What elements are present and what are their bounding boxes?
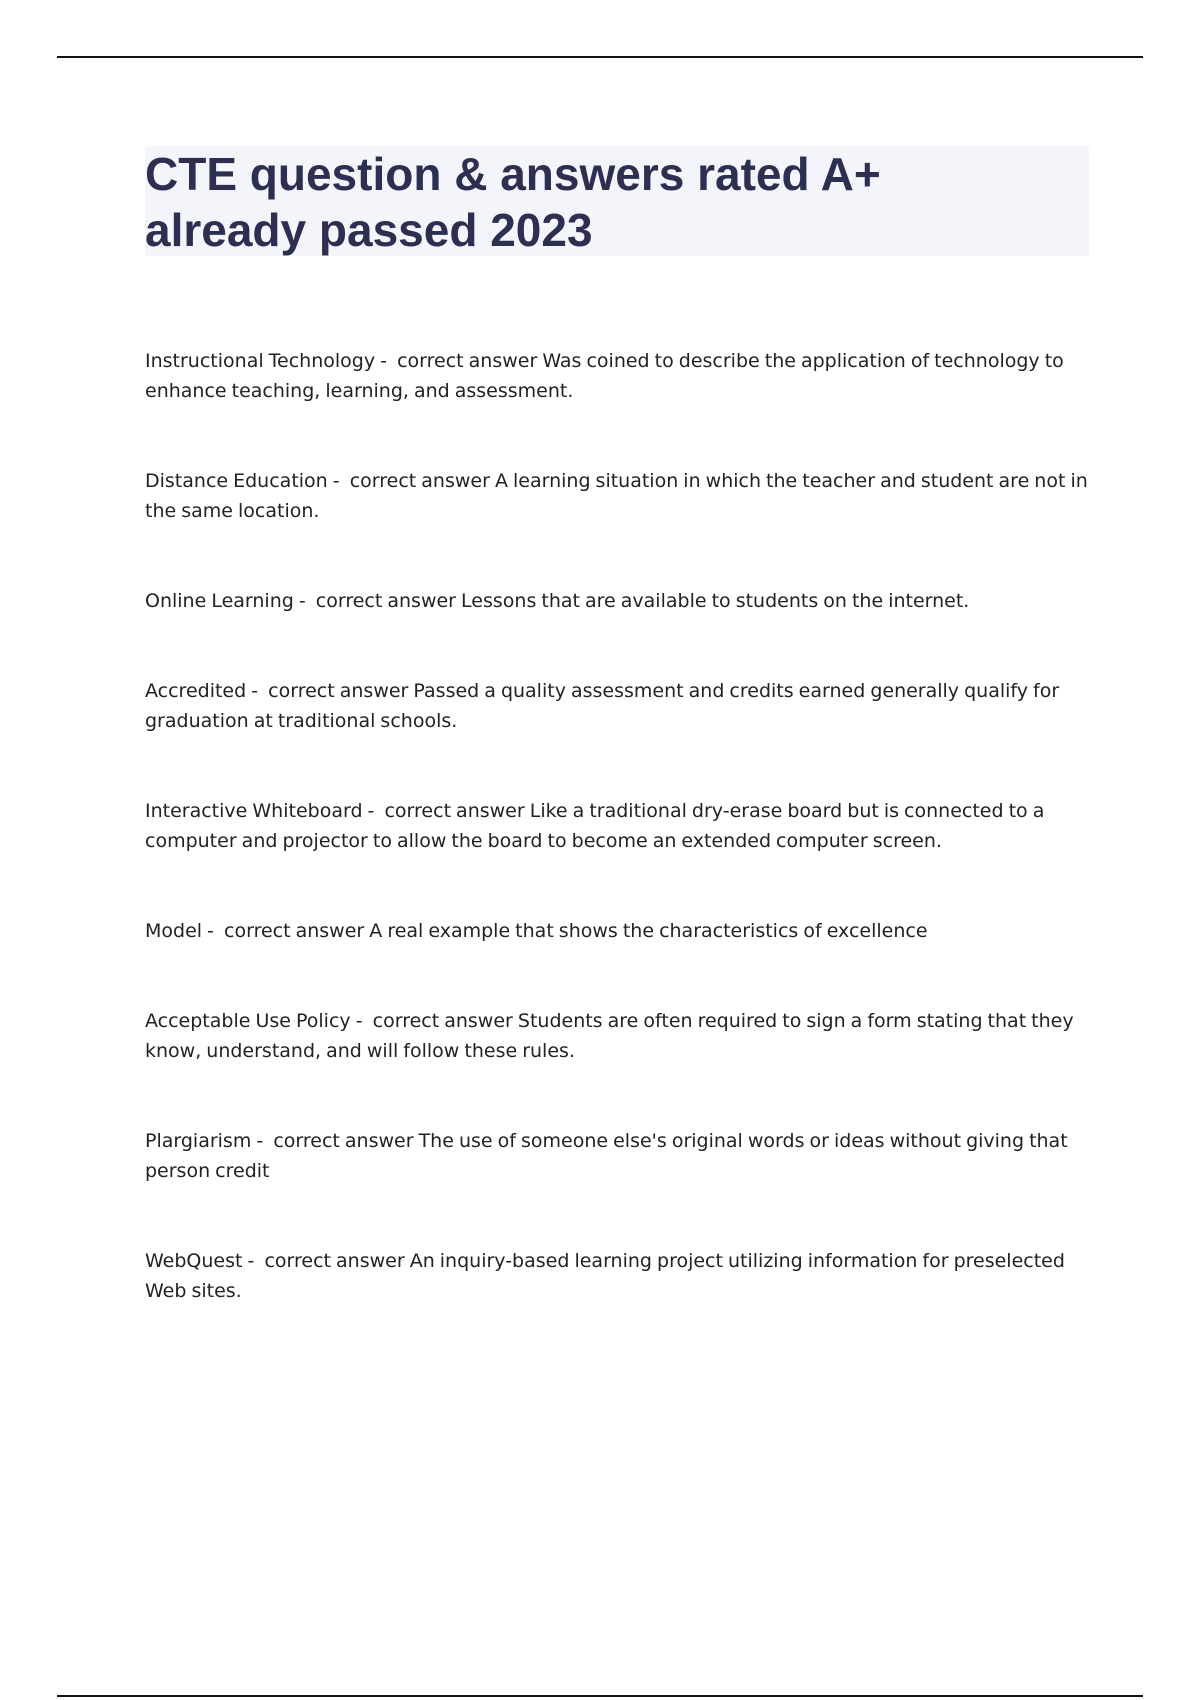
document-title — [145, 146, 1089, 258]
qa-entry: Distance Education - correct answer A learning situation in which the teacher and student are not in the same location. — [145, 470, 1088, 522]
entry-term: Instructional Technology — [145, 350, 376, 372]
entry-answer: Students are often required to sign a form stating that they know, understand, and will follow these rules. — [145, 1010, 1074, 1062]
entry-answer-marker: correct answer — [268, 680, 409, 702]
qa-entry: WebQuest - correct answer An inquiry-based learning project utilizing information for preselected Web sites. — [145, 1250, 1065, 1302]
qa-entry: Model - correct answer A real example that shows the characteristics of excellence — [145, 920, 928, 942]
entry-answer-marker: correct answer — [273, 1130, 414, 1152]
entry-answer-marker: correct answer — [384, 800, 525, 822]
entry-answer: The use of someone else's original words or ideas without giving that person credit — [145, 1130, 1068, 1182]
entry-term: Acceptable Use Policy — [145, 1010, 351, 1032]
entry-answer: Was coined to describe the application of technology to enhance teaching, learning, and assessment. — [145, 350, 1064, 402]
title-line-2: already passed 2023 — [145, 204, 593, 256]
entry-answer: An inquiry-based learning project utilizing information for preselected Web sites. — [145, 1250, 1065, 1302]
qa-entry: Acceptable Use Policy - correct answer Students are often required to sign a form stating that they know, understand, and will follow these rules. — [145, 1010, 1074, 1062]
entry-term: Distance Education — [145, 470, 328, 492]
entry-term: WebQuest — [145, 1250, 243, 1272]
entry-answer: Lessons that are available to students on the internet. — [461, 590, 970, 612]
qa-entry: Plargiarism - correct answer The use of someone else's original words or ideas without giving that person credit — [145, 1130, 1068, 1182]
qa-entry: Instructional Technology - correct answer Was coined to describe the application of technology to enhance teaching, learning, and assessment. — [145, 350, 1064, 402]
entry-answer-marker: correct answer — [264, 1250, 405, 1272]
entry-answer-marker: correct answer — [315, 590, 456, 612]
entry-answer-marker: correct answer — [397, 350, 538, 372]
entry-answer-marker: correct answer — [372, 1010, 513, 1032]
page-top-rule — [57, 56, 1143, 58]
qa-entry: Interactive Whiteboard - correct answer Like a traditional dry-erase board but is connected to a computer and projector to allow the board to become an extended computer screen. — [145, 800, 1045, 852]
entry-term: Plargiarism — [145, 1130, 252, 1152]
entry-answer: A real example that shows the characteristics of excellence — [369, 920, 928, 942]
entry-term: Online Learning — [145, 590, 294, 612]
title-line-1: CTE question & answers rated A+ — [145, 148, 881, 200]
entry-term: Interactive Whiteboard — [145, 800, 363, 822]
entry-answer: Passed a quality assessment and credits earned generally qualify for graduation at traditional schools. — [145, 680, 1060, 732]
entry-answer-marker: correct answer — [349, 470, 490, 492]
title-block — [145, 146, 1089, 256]
page-bottom-rule — [57, 1695, 1143, 1697]
entry-term: Accredited — [145, 680, 247, 702]
qa-entry: Online Learning - correct answer Lessons that are available to students on the internet. — [145, 590, 970, 612]
qa-list — [145, 346, 1091, 1366]
entry-answer-marker: correct answer — [224, 920, 365, 942]
entry-answer: A learning situation in which the teacher and student are not in the same location. — [145, 470, 1088, 522]
entry-answer: Like a traditional dry-erase board but is connected to a computer and projector to allow the board to become an extended computer screen. — [145, 800, 1045, 852]
qa-entry: Accredited - correct answer Passed a quality assessment and credits earned generally qualify for graduation at traditional schools. — [145, 680, 1060, 732]
entry-term: Model — [145, 920, 203, 942]
